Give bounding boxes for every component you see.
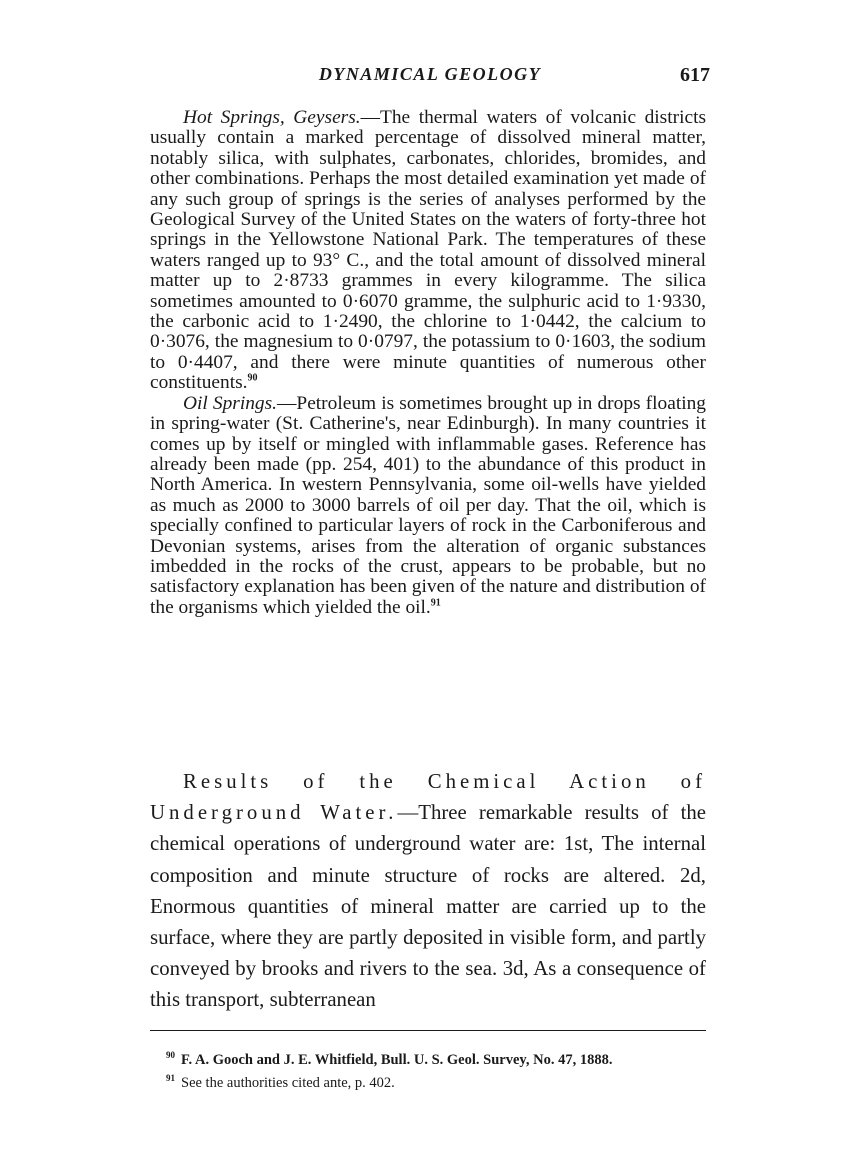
large-type-block <box>150 766 706 1016</box>
section-title: Results of the Chemical Action of Underground Water. <box>150 770 706 825</box>
hot-springs-lead: Hot Springs, Geysers. <box>183 107 361 128</box>
running-title: DYNAMICAL GEOLOGY <box>318 64 542 84</box>
footnote-text: See the authorities cited ante, p. 402. <box>181 1074 395 1091</box>
oil-springs-text: —Petroleum is sometimes brought up in drops floating in spring-water (St. Catherine's, near Edinburgh). In many countries it comes up by itself or mingled with inflammable gases. Reference has already been made (pp. 254, 401) to the abundance of this product in North America. In western Pennsylvania, some oil-wells have yielded as much as 2000 to 3000 barrels of oil per day. That the oil, which is specially confined to particular layers of rock in the Carboniferous and Devonian systems, arises from the alteration of organic substances imbedded in the rocks of the crust, appears to be probable, but no satisfactory explanation has been given of the nature and distribution of the organisms which yielded the oil. <box>150 392 706 618</box>
footnote-text: F. A. Gooch and J. E. Whitfield, Bull. U. S. Geol. Survey, No. 47, 1888. <box>181 1051 613 1068</box>
hot-springs-paragraph <box>150 108 706 394</box>
footnote-91 <box>166 1069 706 1092</box>
footnote-ref-91: 91 <box>430 597 441 609</box>
page-number: 617 <box>680 64 710 86</box>
footnote-divider <box>150 1030 706 1031</box>
oil-springs-lead: Oil Springs. <box>183 392 278 414</box>
oil-springs-paragraph <box>150 394 706 618</box>
footnote-mark: 90 <box>166 1050 175 1060</box>
running-head <box>150 64 710 94</box>
footnote-mark: 91 <box>166 1072 175 1083</box>
hot-springs-text: —The thermal waters of volcanic districts usually contain a marked percentage of dissolved mineral matter, notably silica, with sulphates, carbonates, chlorides, bromides, and other combinations. Perhaps the most detailed examination yet made of any such group of springs is the series of analyses performed by the Geological Survey of the United States on the waters of forty-three hot springs in the Yellowstone National Park. The temperatures of these waters ranged up to 93° C., and the total amount of dissolved mineral matter up to 2·8733 grammes in every kilogramme. The silica sometimes amounted to 0·6070 gramme, the sulphuric acid to 1·9330, the carbonic acid to 1·2490, the chlorine to 1·0442, the calcium to 0·3076, the magnesium to 0·0797, the potassium to 0·1603, the sodium to 0·4407, and there were minute quantities of numerous other constituents. <box>150 107 707 394</box>
results-text: —Three remarkable results of the chemical operations of underground water are: 1st, The internal composition and minute structure of rocks are altered. 2d, Enormous quantities of mineral matter are carried up to the surface, where they are partly deposited in visible form, and partly conveyed by brooks and rivers to the sea. 3d, As a consequence of this transport, subterranean <box>150 801 706 1012</box>
footnote-90 <box>166 1046 706 1069</box>
results-paragraph <box>150 766 706 1016</box>
footnote-ref-90: 90 <box>247 372 258 384</box>
footnotes <box>166 1046 706 1092</box>
small-type-block <box>150 108 706 618</box>
